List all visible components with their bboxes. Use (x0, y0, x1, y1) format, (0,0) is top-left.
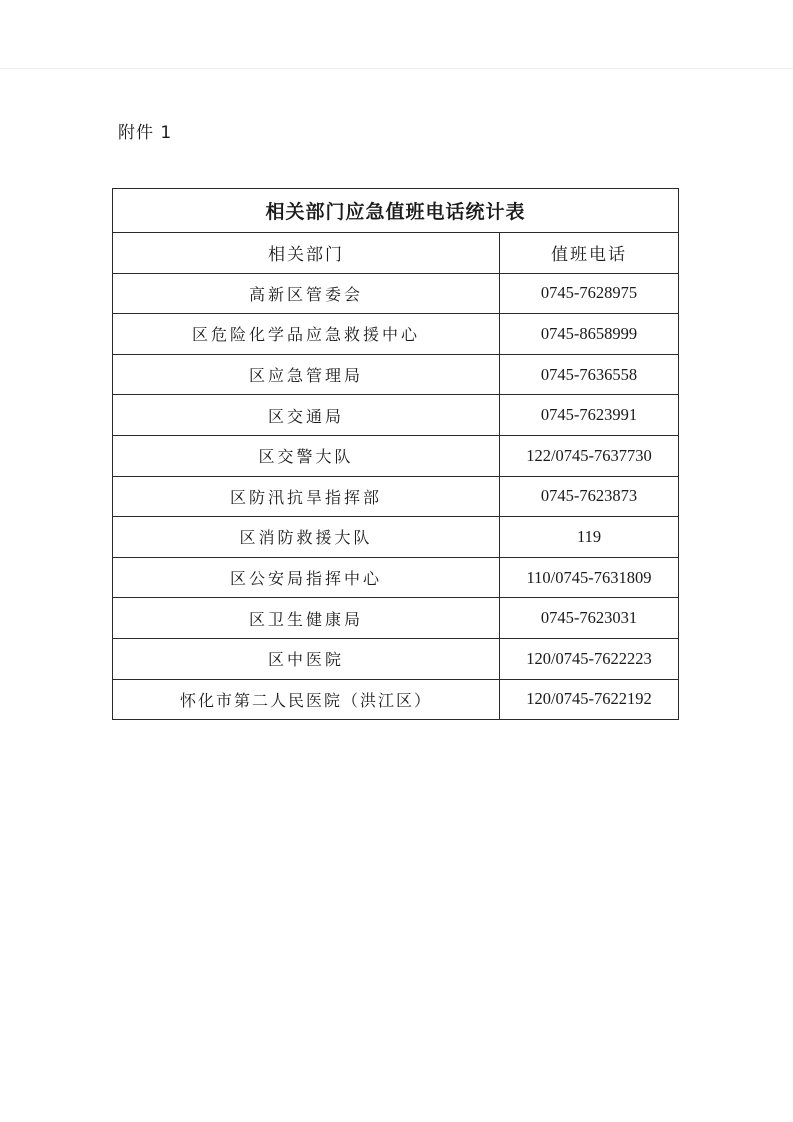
scan-edge-line (0, 68, 793, 69)
table-title-row (113, 189, 679, 233)
table-row (113, 679, 679, 720)
phone-cell: 0745-7623031 (500, 598, 679, 639)
attachment-label: 附件 1 (118, 123, 173, 143)
phone-cell: 0745-7636558 (500, 354, 679, 395)
department-cell: 区应急管理局 (113, 354, 500, 395)
table-row (113, 638, 679, 679)
department-cell: 区交警大队 (113, 435, 500, 476)
table-row (113, 354, 679, 395)
table-row (113, 598, 679, 639)
phone-cell: 0745-7628975 (500, 273, 679, 314)
table-row (113, 435, 679, 476)
header-department: 相关部门 (113, 233, 500, 274)
table-title: 相关部门应急值班电话统计表 (113, 189, 679, 233)
table-row (113, 273, 679, 314)
phone-cell: 0745-8658999 (500, 314, 679, 355)
table-row (113, 517, 679, 558)
department-cell: 高新区管委会 (113, 273, 500, 314)
department-cell: 区危险化学品应急救援中心 (113, 314, 500, 355)
phone-cell: 0745-7623991 (500, 395, 679, 436)
phone-cell: 119 (500, 517, 679, 558)
table-header-row (113, 233, 679, 274)
table-row (113, 476, 679, 517)
table-row (113, 395, 679, 436)
department-cell: 区防汛抗旱指挥部 (113, 476, 500, 517)
department-cell: 区交通局 (113, 395, 500, 436)
phone-cell: 120/0745-7622223 (500, 638, 679, 679)
phone-cell: 122/0745-7637730 (500, 435, 679, 476)
phone-cell: 120/0745-7622192 (500, 679, 679, 720)
department-cell: 区消防救援大队 (113, 517, 500, 558)
department-cell: 区中医院 (113, 638, 500, 679)
phone-cell: 0745-7623873 (500, 476, 679, 517)
department-cell: 怀化市第二人民医院（洪江区） (113, 679, 500, 720)
department-cell: 区卫生健康局 (113, 598, 500, 639)
emergency-phone-table (112, 188, 679, 720)
emergency-phone-table-wrapper (112, 188, 678, 720)
header-phone: 值班电话 (500, 233, 679, 274)
table-row (113, 557, 679, 598)
table-row (113, 314, 679, 355)
phone-cell: 110/0745-7631809 (500, 557, 679, 598)
department-cell: 区公安局指挥中心 (113, 557, 500, 598)
